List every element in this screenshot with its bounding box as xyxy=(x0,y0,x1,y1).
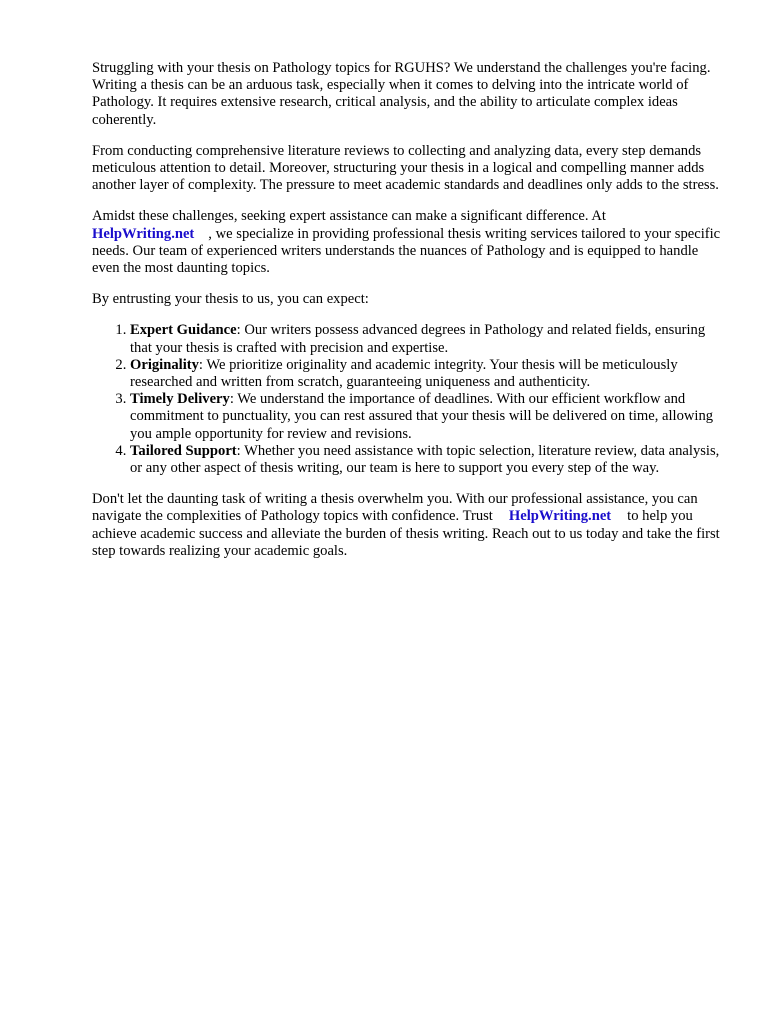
closing-text-after: to help you achieve academic success and alleviate the burden of thesis writing. Reach out to us today and take the first step towards realizing your academic goals. xyxy=(92,508,720,559)
assistance-text-after: , we specialize in providing professional thesis writing services tailored to your specific needs. Our team of experienced writers understands the nuances of Pathology and is equipped to handle even the most daunting topics. xyxy=(92,225,721,277)
document-page xyxy=(92,60,722,574)
intro-text: Struggling with your thesis on Pathology topics for RGUHS? We understand the challenges you're facing. Writing a thesis can be an arduous task, especially when it comes to delving into the intricate world of Pathology. It requires extensive research, critical analysis, and the ability to articulate complex ideas coherently. xyxy=(92,60,711,128)
list-item xyxy=(130,357,722,391)
benefit-text: : We understand the importance of deadlines. With our efficient workflow and commitment to punctuality, you can rest assured that your thesis will be delivered on time, allowing you ample opportunity for review and revisions. xyxy=(130,391,714,442)
benefit-text: : Our writers possess advanced degrees in Pathology and related fields, ensuring that your thesis is crafted with precision and expertise. xyxy=(130,322,706,356)
benefit-text: : Whether you need assistance with topic selection, literature review, data analysis, or any other aspect of thesis writing, our team is here to support you every step of the way. xyxy=(130,442,720,477)
benefit-text: : We prioritize originality and academic integrity. Your thesis will be meticulously researched and written from scratch, guaranteeing uniqueness and authenticity. xyxy=(130,356,678,391)
intro-paragraph xyxy=(92,60,722,129)
list-item xyxy=(130,443,722,477)
challenges-text: From conducting comprehensive literature reviews to collecting and analyzing data, every step demands meticulous attention to detail. Moreover, structuring your thesis in a logical and compelling manner adds another layer of complexity. The pressure to meet academic standards and deadlines only adds to the stress. xyxy=(92,142,719,194)
benefit-term: Timely Delivery xyxy=(130,391,230,408)
expectation-paragraph xyxy=(92,291,722,308)
expectation-text: By entrusting your thesis to us, you can expect: xyxy=(92,291,369,308)
closing-text-before: Don't let the daunting task of writing a thesis overwhelm you. With our professional assistance, you can navigate the complexities of Pathology topics with confidence. Trust xyxy=(92,491,698,525)
list-item xyxy=(130,391,722,443)
helpwriting-link-2[interactable]: HelpWriting.net xyxy=(508,508,612,525)
list-item xyxy=(130,322,722,356)
assistance-text-before: Amidst these challenges, seeking expert assistance can make a significant difference. At xyxy=(92,208,606,225)
assistance-paragraph xyxy=(92,208,722,277)
closing-paragraph xyxy=(92,491,722,560)
helpwriting-link-1[interactable]: HelpWriting.net xyxy=(92,225,195,242)
benefit-term: Tailored Support xyxy=(130,442,237,459)
challenges-paragraph xyxy=(92,143,722,195)
benefits-list xyxy=(92,322,722,477)
benefit-term: Originality xyxy=(130,356,199,373)
benefit-term: Expert Guidance xyxy=(130,322,237,339)
